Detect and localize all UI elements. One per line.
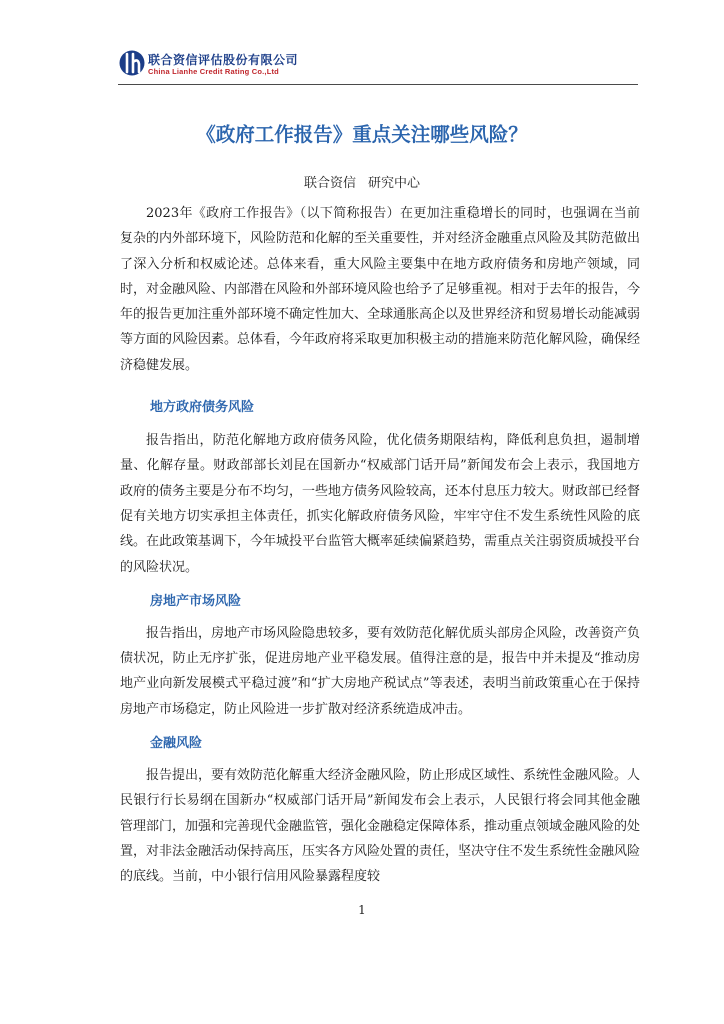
section-body-real-estate: 报告指出，房地产市场风险隐患较多，要有效防范化解优质头部房企风险，改善资产负债状况，防止无序扩张，促进房地产业平稳发展。值得注意的是，报告中并未提及“推动房地产业向新发展模式平稳过渡”和“扩大房地产税试点”等表述，表明当前政策重心在于保持房地产市场稳定，防止风险进一步扩散对经济系统造成冲击。: [120, 625, 641, 717]
header-divider: [118, 84, 638, 85]
page-header: [118, 48, 638, 88]
page-number: 1: [358, 903, 366, 917]
byline: [60, 172, 664, 191]
byline-org: 联合资信: [303, 176, 356, 191]
company-name-en: China Lianhe Credit Rating Co.,Ltd: [148, 67, 279, 76]
section-body-local-debt: 报告指出，防范化解地方政府债务风险，优化债务期限结构，降低利息负担，遏制增量、化解存量。财政部部长刘昆在国新办“权威部门话开局”新闻发布会上表示，我国地方政府的债务主要是分布不均匀，一些地方债务风险较高，还本付息压力较大。财政部已经督促有关地方切实承担主体责任，抓实化解政府债务风险，牢牢守住不发生系统性风险的底线。在此政策基调下，今年城投平台监管大概率延续偏紧趋势，需重点关注弱资质城投平台的风险状况。: [120, 433, 641, 575]
intro-paragraph: 2023年《政府工作报告》（以下简称报告）在更加注重稳增长的同时，也强调在当前复杂的内外部环境下，风险防范和化解的至关重要性，并对经济金融重点风险及其防范做出了深入分析和权威论述。总体来看，重大风险主要集中在地方政府债务和房地产领域，同时，对金融风险、内部潜在风险和外部环境风险也给予了足够重视。相对于去年的报告，今年的报告更加注重外部环境不确定性加大、全球通胀高企以及世界经济和贸易增长动能减弱等方面的风险因素。总体看，今年政府将采取更加积极主动的措施来防范化解风险，确保经济稳健发展。: [120, 206, 641, 373]
section-heading-financial: 金融风险: [150, 736, 203, 752]
lianhe-logo-icon: [118, 48, 148, 78]
section-body-financial: 报告提出，要有效防范化解重大经济金融风险，防止形成区域性、系统性金融风险。人民银行行长易纲在国新办“权威部门话开局”新闻发布会上表示，人民银行将会同其他金融管理部门，加强和完善现代金融监管，强化金融稳定保障体系，推动重点领域金融风险的处置，对非法金融活动保持高压，压实各方风险处置的责任，坚决守住不发生系统性金融风险的底线。当前，中小银行信用风险暴露程度较: [120, 768, 641, 885]
company-name-cn: 联合资信评估股份有限公司: [148, 53, 299, 67]
section-heading-real-estate: 房地产市场风险: [150, 593, 242, 609]
byline-dept: 研究中心: [368, 176, 421, 191]
page-title: 《政府工作报告》重点关注哪些风险？: [196, 123, 528, 146]
section-heading-local-debt: 地方政府债务风险: [150, 400, 255, 416]
article-body: [120, 201, 640, 890]
